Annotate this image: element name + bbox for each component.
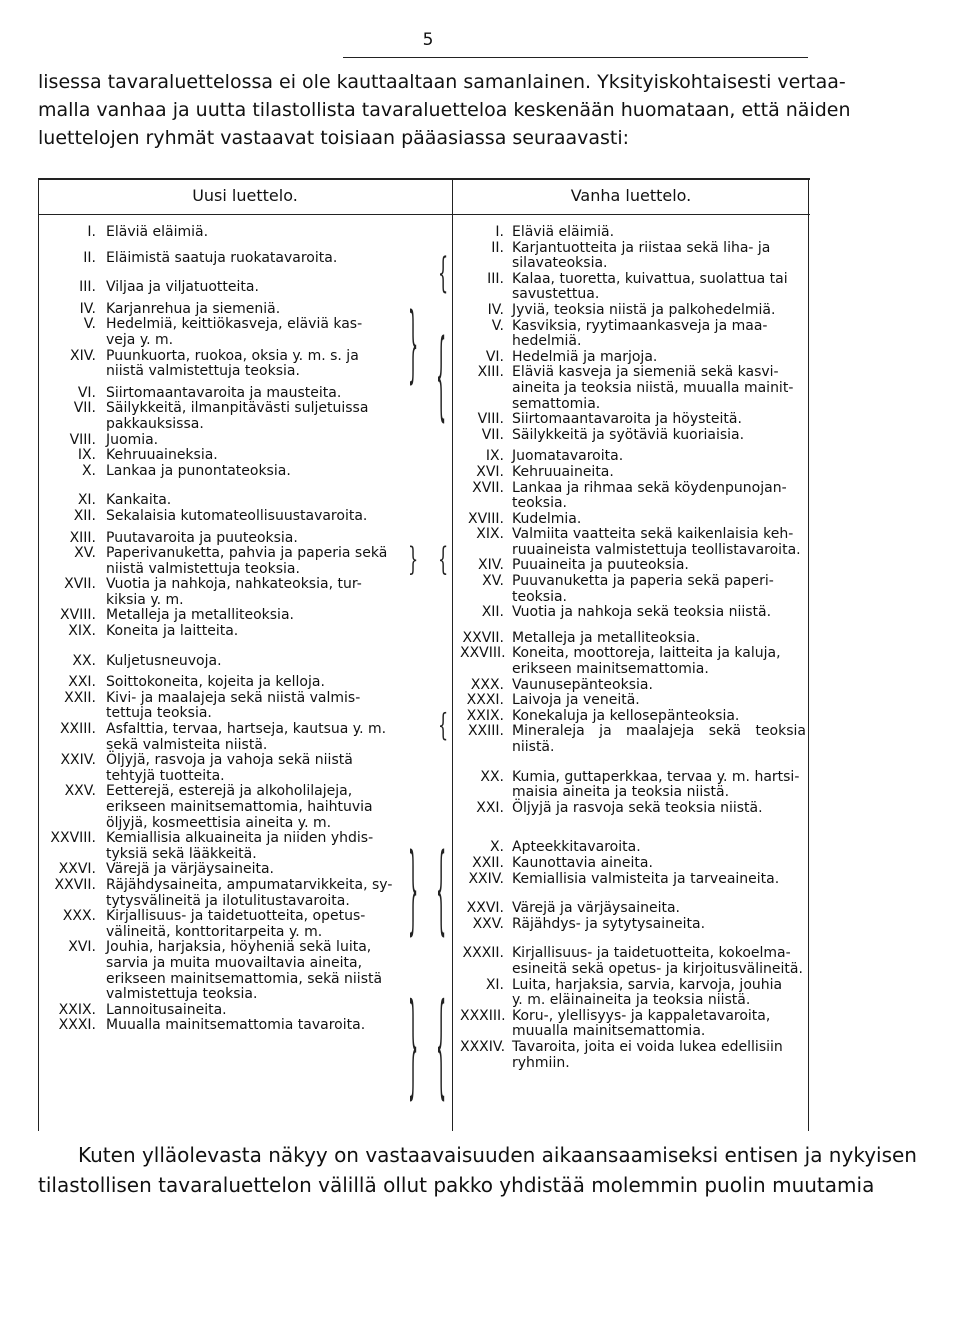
- list-item: [460, 449, 806, 465]
- list-item: [460, 527, 806, 558]
- item-number: XIII.: [477, 364, 504, 381]
- item-text: tyksiä sekä lääkkeitä.: [106, 845, 257, 862]
- item-number: XXX.: [62, 908, 96, 925]
- list-item: [40, 225, 395, 241]
- intro-line: malla vanhaa ja uutta tilastollista tavaraluetteloa keskenään huomataan, että näiden: [38, 99, 851, 121]
- item-text: Lannoitusaineita.: [106, 1001, 227, 1018]
- right-brace-icon: }: [408, 978, 419, 1111]
- item-text: Kirjallisuus- ja taidetuotteita, opetus-: [106, 908, 366, 925]
- item-number: IX.: [77, 447, 96, 464]
- new-list-header: Uusi luettelo.: [192, 186, 298, 205]
- list-item: [40, 251, 395, 267]
- item-text: Koneita ja laitteita.: [106, 623, 239, 640]
- list-item: [460, 225, 806, 241]
- item-number: XIII.: [69, 529, 96, 546]
- right-brace-icon: }: [408, 540, 419, 578]
- item-number: II.: [491, 239, 504, 256]
- intro-line: lisessa tavaraluettelossa ei ole kauttaaltaan samanlainen. Yksityiskohtaisesti vertaa-: [38, 71, 846, 93]
- item-number: III.: [487, 270, 504, 287]
- list-item: [460, 412, 806, 428]
- item-number: XVI.: [476, 463, 504, 480]
- item-number: XXIII.: [59, 721, 96, 738]
- item-number: XX.: [72, 652, 96, 669]
- item-text: Kumia, guttaperkkaa, tervaa y. m. hartsi-: [512, 768, 800, 785]
- list-item: [460, 303, 806, 319]
- item-text: esineitä sekä opetus- ja kirjoitusvälineitä.: [512, 960, 803, 977]
- item-text: Värejä ja värjäysaineita.: [106, 861, 274, 878]
- item-text: Valmiita vaatteita sekä kaikenlaisia keh-: [512, 526, 794, 543]
- list-item: [460, 1040, 806, 1071]
- item-text: Juomia.: [106, 431, 159, 448]
- item-number: XII.: [481, 604, 504, 621]
- list-item: [40, 317, 395, 348]
- list-item: [40, 386, 395, 402]
- item-text: Mineraleja ja maalajeja sekä teoksia niistä.: [512, 723, 806, 755]
- item-number: VI.: [77, 384, 96, 401]
- list-item: [40, 608, 395, 624]
- table-middle-rule: [452, 178, 453, 1131]
- item-text: Jouhia, harjaksia, höyheniä sekä luita,: [106, 939, 372, 956]
- intro-line: luettelojen ryhmät vastaavat toisiaan pääasiassa seuraavasti:: [38, 127, 630, 149]
- item-number: XXII.: [64, 689, 96, 706]
- list-item: [40, 349, 395, 380]
- list-item: [40, 940, 395, 1002]
- list-item: [40, 753, 395, 784]
- item-number: XVIII.: [467, 510, 504, 527]
- old-list-header: Vanha luettelo.: [570, 186, 692, 205]
- item-number: XIX.: [476, 526, 504, 543]
- item-number: I.: [495, 224, 504, 240]
- item-number: XVIII.: [59, 607, 96, 624]
- item-text: Lankaa ja punontateoksia.: [106, 462, 291, 479]
- item-text: veja y. m.: [106, 331, 174, 348]
- item-text: maisia aineita ja teoksia niistä.: [512, 784, 730, 801]
- item-text: Sekalaisia kutomateollisuustavaroita.: [106, 507, 368, 524]
- item-text: valmistettuja teoksia.: [106, 986, 258, 1003]
- item-text: Kaunottavia aineita.: [512, 854, 653, 871]
- left-brace-icon: {: [436, 832, 447, 946]
- table-top-rule: [38, 178, 810, 180]
- item-number: XXV.: [472, 915, 504, 932]
- item-text: Kuljetusneuvoja.: [106, 652, 222, 669]
- item-text: Kemiallisia valmisteita ja tarveaineita.: [512, 870, 780, 887]
- item-number: I.: [87, 224, 96, 240]
- list-item: [460, 319, 806, 350]
- list-item: [460, 872, 806, 888]
- item-text: Puunkuorta, ruokoa, oksia y. m. s. ja: [106, 347, 359, 364]
- list-item: [460, 428, 806, 444]
- item-number: III.: [79, 279, 96, 296]
- item-text: erikseen mainitsemattomia.: [512, 661, 709, 678]
- left-brace-icon: {: [438, 707, 449, 744]
- list-item: [460, 901, 806, 917]
- list-item: [40, 493, 395, 509]
- item-number: XXIX.: [58, 1001, 96, 1018]
- table-right-rule: [808, 178, 809, 1131]
- item-number: XXXI.: [466, 692, 504, 709]
- list-item: [40, 691, 395, 722]
- right-brace-icon: }: [408, 832, 419, 946]
- item-text: Eläviä kasveja ja siemeniä sekä kasvi-: [512, 364, 779, 381]
- item-number: XXVIII.: [50, 830, 96, 847]
- item-number: XVI.: [68, 939, 96, 956]
- item-text: Juomatavaroita.: [512, 448, 624, 465]
- item-text: Kasviksia, ryytimaankasveja ja maa-: [512, 317, 768, 334]
- item-text: Kudelmia.: [512, 510, 582, 527]
- intro-paragraph: [38, 68, 851, 152]
- list-item: [460, 512, 806, 528]
- item-text: kiksia y. m.: [106, 591, 184, 608]
- item-text: Hedelmiä ja marjoja.: [512, 348, 658, 365]
- list-item: [460, 1009, 806, 1040]
- item-text: Muualla mainitsemattomia tavaroita.: [106, 1017, 366, 1034]
- list-item: [460, 917, 806, 933]
- item-text: Eläimistä saatuja ruokatavaroita.: [106, 249, 338, 266]
- list-item: [40, 464, 395, 480]
- list-item: [40, 577, 395, 608]
- item-text: Viljaa ja viljatuotteita.: [106, 279, 259, 296]
- item-number: XXIV.: [468, 870, 504, 887]
- item-number: VI.: [485, 348, 504, 365]
- item-text: Värejä ja värjäysaineita.: [512, 900, 680, 917]
- item-text: Karjantuotteita ja riistaa sekä liha- ja: [512, 239, 771, 256]
- item-text: Karjanrehua ja siemeniä.: [106, 300, 281, 317]
- item-text: Kalaa, tuoretta, kuivattua, suolattua tai: [512, 270, 788, 287]
- list-item: [460, 724, 806, 755]
- item-text: Asfalttia, tervaa, hartseja, kautsua y. m.: [106, 721, 387, 738]
- item-text: Säilykkeitä, ilmanpitävästi suljetuissa: [106, 400, 369, 417]
- list-item: [40, 862, 395, 878]
- item-number: XXX.: [470, 676, 504, 693]
- item-number: XXIII.: [467, 723, 504, 740]
- list-item: [40, 546, 395, 577]
- item-text: teoksia.: [512, 495, 567, 512]
- list-item: [40, 509, 395, 525]
- item-text: Siirtomaantavaroita ja mausteita.: [106, 384, 342, 401]
- item-text: niistä valmistettuja teoksia.: [106, 560, 300, 577]
- item-number: XXII.: [472, 854, 504, 871]
- outro-line: Kuten ylläolevasta näkyy on vastaavaisuuden aikaansaamiseksi entisen ja nykyisen: [78, 1143, 917, 1167]
- item-text: Jyviä, teoksia niistä ja palkohedelmiä.: [512, 301, 776, 318]
- item-text: Kehruuaineksia.: [106, 447, 218, 464]
- item-number: IX.: [485, 448, 504, 465]
- item-text: Kirjallisuus- ja taidetuotteita, kokoelma-: [512, 945, 791, 962]
- item-number: XXVI.: [466, 900, 504, 917]
- item-text: Luita, harjaksia, sarvia, karvoja, jouhia: [512, 976, 783, 993]
- item-number: XXXII.: [462, 945, 504, 962]
- item-text: y. m. eläinaineita ja teoksia niistä.: [512, 992, 751, 1009]
- item-text: Siirtomaantavaroita ja höysteitä.: [512, 411, 742, 428]
- item-number: II.: [83, 249, 96, 266]
- list-item: [40, 722, 395, 753]
- item-number: IV.: [487, 301, 504, 318]
- item-number: IV.: [79, 300, 96, 317]
- item-number: XXV.: [64, 783, 96, 800]
- list-item: [460, 946, 806, 977]
- list-item: [460, 365, 806, 412]
- item-text: niistä valmistettuja teoksia.: [106, 363, 300, 380]
- item-text: teoksia.: [512, 588, 567, 605]
- list-item: [460, 693, 806, 709]
- table-left-rule: [38, 178, 39, 1131]
- list-item: [460, 709, 806, 725]
- item-number: XXVII.: [54, 876, 96, 893]
- list-item: [460, 241, 806, 272]
- list-item: [460, 272, 806, 303]
- list-item: [460, 770, 806, 801]
- list-item: [40, 280, 395, 296]
- item-number: XXXI.: [58, 1017, 96, 1034]
- item-text: savustettua.: [512, 286, 600, 303]
- item-number: XV.: [482, 573, 504, 590]
- item-number: X.: [81, 462, 96, 479]
- list-item: [460, 558, 806, 574]
- item-text: tehtyjä tuotteita.: [106, 767, 225, 784]
- item-text: sarvia ja muita muovailtavia aineita,: [106, 954, 363, 971]
- item-text: Apteekkitavaroita.: [512, 839, 641, 856]
- item-number: V.: [491, 317, 504, 334]
- item-text: ruuaineista valmistettuja teollistavaroita.: [512, 541, 801, 558]
- item-text: Metalleja ja metalliteoksia.: [512, 629, 700, 646]
- item-number: XVII.: [64, 576, 96, 593]
- item-text: erikseen mainitsemattomia, sekä niistä: [106, 970, 383, 987]
- item-number: X.: [489, 839, 504, 856]
- item-number: XI.: [77, 492, 96, 509]
- item-number: XIV.: [70, 347, 96, 364]
- right-brace-icon: }: [408, 294, 419, 393]
- item-number: VII.: [73, 400, 96, 417]
- item-text: ryhmiin.: [512, 1054, 570, 1071]
- list-item: [40, 784, 395, 831]
- list-item: [40, 1018, 395, 1034]
- item-text: Konekaluja ja kellosepänteoksia.: [512, 707, 740, 724]
- item-number: XXIV.: [60, 752, 96, 769]
- item-number: XXVI.: [58, 861, 96, 878]
- list-item: [40, 302, 395, 318]
- item-text: Tavaroita, joita ei voida lukea edellisiin: [512, 1038, 783, 1055]
- item-text: tettuja teoksia.: [106, 705, 212, 722]
- old-list: [460, 225, 806, 1071]
- item-number: XIV.: [478, 557, 504, 574]
- list-item: [460, 801, 806, 817]
- list-item: [460, 840, 806, 856]
- list-item: [460, 605, 806, 621]
- item-number: XIX.: [68, 623, 96, 640]
- item-text: aineita ja teoksia niistä, muualla mainit-: [512, 379, 794, 396]
- item-text: Vuotia ja nahkoja, nahkateoksia, tur-: [106, 576, 362, 593]
- item-text: muualla mainitsemattomia.: [512, 1023, 706, 1040]
- item-text: Paperivanuketta, pahvia ja paperia sekä: [106, 545, 388, 562]
- list-item: [40, 531, 395, 547]
- list-item: [40, 401, 395, 432]
- list-item: [40, 1003, 395, 1019]
- page-number: 5: [422, 30, 434, 50]
- item-number: XXVIII.: [460, 645, 506, 662]
- item-text: öljyjä, kosmeettisia aineita y. m.: [106, 814, 332, 831]
- item-number: XVII.: [472, 479, 504, 496]
- list-item: [40, 433, 395, 449]
- list-item: [460, 646, 806, 677]
- item-text: Räjähdys- ja sytytysaineita.: [512, 915, 706, 932]
- item-number: VIII.: [69, 431, 96, 448]
- item-number: VII.: [481, 426, 504, 443]
- item-text: Eläviä eläimiä.: [106, 224, 209, 240]
- list-item: [40, 654, 395, 670]
- item-text: Vuotia ja nahkoja sekä teoksia niistä.: [512, 604, 772, 621]
- item-text: Soittokoneita, kojeita ja kelloja.: [106, 674, 325, 691]
- item-text: Laivoja ja veneitä.: [512, 692, 640, 709]
- list-item: [460, 631, 806, 647]
- item-text: hedelmiä.: [512, 333, 582, 350]
- list-item: [460, 856, 806, 872]
- item-number: XXI.: [476, 799, 504, 816]
- list-item: [460, 574, 806, 605]
- item-text: Koneita, moottoreja, laitteita ja kaluja,: [512, 645, 781, 662]
- item-text: Eläviä eläimiä.: [512, 224, 615, 240]
- item-text: Lankaa ja rihmaa sekä köydenpunojan-: [512, 479, 787, 496]
- item-text: erikseen mainitsemattomia, haihtuvia: [106, 799, 373, 815]
- item-text: Kivi- ja maalajeja sekä niistä valmis-: [106, 689, 361, 706]
- item-number: XXVII.: [462, 629, 504, 646]
- list-item: [40, 831, 395, 862]
- item-text: Koru-, ylellisyys- ja kappaletavaroita,: [512, 1007, 771, 1024]
- outro-line: tilastollisen tavaraluettelon välillä ollut pakko yhdistää molemmin puolin muutamia: [38, 1173, 875, 1197]
- item-text: Kehruuaineita.: [512, 463, 614, 480]
- item-text: semattomia.: [512, 395, 601, 412]
- list-item: [40, 448, 395, 464]
- item-number: XXXIV.: [460, 1038, 506, 1055]
- item-number: XXI.: [68, 674, 96, 691]
- list-item: [40, 675, 395, 691]
- item-text: Eetterejä, esterejä ja alkoholilajeja,: [106, 783, 353, 800]
- item-number: VIII.: [477, 411, 504, 428]
- item-text: tytysvälineitä ja ilotulitustavaroita.: [106, 892, 350, 909]
- item-text: Vaunusepänteoksia.: [512, 676, 653, 693]
- item-text: Öljyjä ja rasvoja sekä teoksia niistä.: [512, 799, 763, 816]
- left-brace-icon: {: [436, 318, 447, 432]
- list-item: [460, 465, 806, 481]
- closing-paragraph: [38, 1140, 917, 1200]
- item-number: XI.: [485, 976, 504, 993]
- item-text: Kankaita.: [106, 492, 172, 509]
- list-item: [460, 350, 806, 366]
- item-text: Hedelmiä, keittiökasveja, eläviä kas-: [106, 316, 363, 333]
- item-text: Räjähdysaineita, ampumatarvikkeita, sy-: [106, 876, 393, 893]
- item-number: XXXIII.: [460, 1007, 506, 1024]
- header-rule: [343, 57, 808, 58]
- list-item: [40, 624, 395, 640]
- list-item: [40, 878, 395, 909]
- item-text: Puuaineita ja puuteoksia.: [512, 557, 689, 574]
- item-text: Puuvanuketta ja paperia sekä paperi-: [512, 573, 774, 590]
- item-number: XII.: [73, 507, 96, 524]
- item-number: XXIX.: [466, 707, 504, 724]
- item-text: Säilykkeitä ja syötäviä kuoriaisia.: [512, 426, 745, 443]
- item-text: pakkauksissa.: [106, 415, 204, 432]
- left-brace-icon: {: [436, 978, 447, 1111]
- left-brace-icon: {: [438, 540, 449, 578]
- item-text: Öljyjä, rasvoja ja vahoja sekä niistä: [106, 752, 353, 769]
- list-item: [460, 678, 806, 694]
- left-brace-icon: {: [438, 248, 449, 298]
- new-list: [40, 225, 395, 1034]
- item-text: Metalleja ja metalliteoksia.: [106, 607, 294, 624]
- item-text: sekä valmisteita niistä.: [106, 736, 268, 753]
- item-text: Kemiallisia alkuaineita ja niiden yhdis-: [106, 830, 374, 847]
- list-item: [460, 978, 806, 1009]
- item-text: silavateoksia.: [512, 255, 608, 272]
- item-number: XX.: [480, 768, 504, 785]
- item-number: V.: [83, 316, 96, 333]
- item-number: XV.: [74, 545, 96, 562]
- item-text: Puutavaroita ja puuteoksia.: [106, 529, 298, 546]
- table-header-rule: [38, 214, 810, 215]
- list-item: [460, 481, 806, 512]
- list-item: [40, 909, 395, 940]
- item-text: välineitä, konttoritarpeita y. m.: [106, 923, 323, 940]
